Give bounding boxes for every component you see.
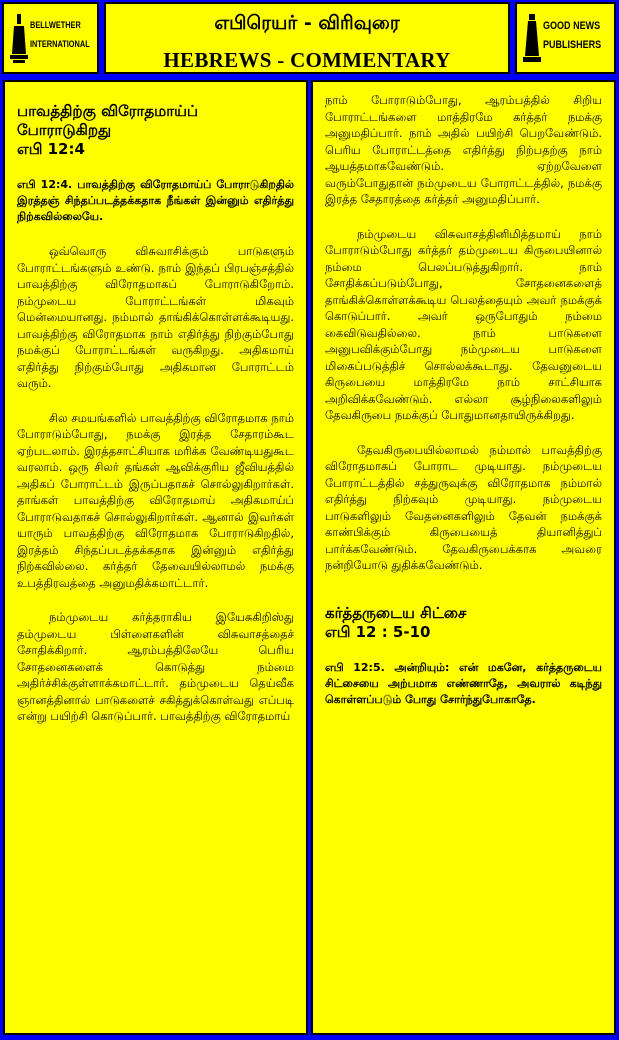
section-heading-right xyxy=(325,604,602,642)
right-column xyxy=(311,80,616,1035)
commentary-paragraph: நம்முடைய கர்த்தராகிய இயேசுகிறிஸ்து தம்முடைய பிள்ளைகளின் விசுவாசத்தைச் சோதிக்கிறார். ஆரம்பத்திலேயே பெரிய சோதனைகளைக் கொடுத்து நம்மை அதிர்ச்சிக்குள்ளாக்கமாட்டார். தம்முடைய தெய்வீக ஞானத்தினால் பாடுகளைச் சகித்துக்கொள்வது எப்படி என்று பயிற்சி கொடுப்பார். பாவத்திற்கு விரோதமாய் xyxy=(17,610,294,723)
logo-left-line2: INTERNATIONAL xyxy=(30,39,90,49)
verse-text: எபி 12:4. பாவத்திற்கு விரோதமாய்ப் போராடுகிறதில் இரத்தஞ் சிந்தப்படத்தக்கதாக நீங்கள் இன்னும் எதிர்த்து நிற்கவில்லையே. xyxy=(17,178,294,223)
bellwether-logo xyxy=(2,2,99,74)
bell-icon xyxy=(10,14,28,64)
left-column xyxy=(3,80,308,1035)
lighthouse-icon xyxy=(523,14,541,64)
heading-title: கர்த்தருடைய சிட்சை xyxy=(325,603,467,622)
logo-right-line1: GOOD NEWS xyxy=(543,20,601,32)
verse-text: எபி 12:5. அன்றியும்: என் மகனே, கர்த்தருடைய சிட்சையை அற்பமாக எண்ணாதே, அவரால் கடிந்து கொள்ளப்படும் போது சோர்ந்துபோகாதே. xyxy=(325,660,602,706)
commentary-paragraph: நாம் போராடும்போது, ஆரம்பத்தில் சிறிய போராட்டங்களை மாத்திரமே கர்த்தர் நமக்கு அனுமதிப்பார். நாம் அதில் பயிற்சி பெறவேண்டும். பெரிய போராட்டத்தை எதிர்த்து நிற்பதற்கு நாம் ஆயத்தமாகவேண்டும். ஏற்றவேளை வரும்போதுதான் நம்முடைய போராட்டத்தில், நமக்கு இரத்த சேதாரத்தை கர்த்தர் அனுமதிப்பார். xyxy=(325,93,602,206)
title-tamil: எபிரெயர் - விரிவுரை xyxy=(214,12,400,34)
logo-right-line2: PUBLISHERS xyxy=(543,39,602,51)
section-heading-left xyxy=(17,102,294,159)
logo-left-line1: BELLWETHER xyxy=(30,20,81,30)
commentary-paragraph: ஒவ்வொரு விசுவாசிக்கும் பாடுகளும் போராட்டங்களும் உண்டு. நாம் இந்தப் பிரபஞ்சத்தில் பாவத்திற்கு விரோதமாகப் போராடுகிறோம். நம்முடைய போராட்டங்கள் மிகவும் மென்மையானது. நம்மால் தாங்கிக்கொள்ளக்கூடியது. பாவத்திற்கு விரோதமாக நாம் எதிர்த்து நிற்கும்போது நமக்குப் போராட்டங்கள் வருகிறது. அதிகமாய் எதிர்த்து நிற்கும்போது அதிகமான போராட்டம் வரும். xyxy=(17,244,294,390)
heading-reference: எபி 12:4 xyxy=(17,140,85,158)
good-news-logo xyxy=(515,2,616,74)
title-english: HEBREWS - COMMENTARY xyxy=(163,48,451,72)
heading-title: பாவத்திற்கு விரோதமாய்ப் போராடுகிறது xyxy=(17,102,199,139)
heading-reference: எபி 12 : 5-10 xyxy=(325,622,431,641)
commentary-paragraph: நம்முடைய விசுவாசத்தினிமித்தமாய் நாம் போராடும்போது கர்த்தர் தம்முடைய கிருபையினால் நம்மை பெலப்படுத்துகிறார். நாம் சோதிக்கப்படும்போது, சோதனைகளைத் தாங்கிக்கொள்ளக்கூடிய பெலத்தையும் அவர் நமக்குக் கொடுப்பார். அவர் ஒருபோதும் நம்மை கைவிடுவதில்லை. நாம் பாடுகளை அனுபவிக்கும்போது நம்முடைய பாடுகளை மிகைப்படுத்திச் சொல்லக்கூடாது. தேவனுடைய கிருபையை மாத்திரமே நாம் சாட்சியாக அறிவிக்கவேண்டும். எல்லா சூழ்நிலைகளிலும் தேவகிருபை நமக்குப் போதுமானதாயிருக்கிறது. xyxy=(325,226,602,422)
title-box xyxy=(104,2,510,74)
commentary-paragraph: சில சமயங்களில் பாவத்திற்கு விரோதமாக நாம் போராடும்போது, நமக்கு இரத்த சேதாரம்கூட ஏற்படலாம். இரத்தசாட்சியாக மரிக்க வேண்டியதுகூட வரலாம். ஒரு சிலர் தங்கள் ஆவிக்குரிய ஜீவியத்தில் அதிகப் போராட்டம் இருப்பதாகச் சொல்லுகிறார்கள். தாங்கள் பாவத்திற்கு விரோதமாய் அதிகமாய்ப் போராடுவதாகச் சொல்லுகிறார்கள். ஆனால் இவர்கள் யாரும் பாவத்திற்கு விரோதமாக போராடுகிறதில், இரத்தம் சிந்தப்படத்தக்கதாக இன்னும் எதிர்த்து நிற்கவில்லை. கர்த்தர் தேவையில்லாமல் நமக்கு உபத்திரவத்தை அனுமதிக்கமாட்டார். xyxy=(17,410,294,590)
commentary-paragraph: தேவகிருபையில்லாமல் நம்மால் பாவத்திற்கு விரோதமாகப் போராட முடியாது. நம்முடைய போராட்டத்தில் சத்துருவுக்கு விரோதமாக நம்மால் எதிர்த்து நிற்கவும் முடியாது. நம்முடைய பாடுகளிலும் வேதனைகளிலும் தேவன் நமக்குக் காண்பிக்கும் கிருபையைத் தியானித்துப் பார்க்கவேண்டும். தேவகிருபைக்காக அவரை நன்றியோடு துதிக்கவேண்டும். xyxy=(325,442,602,572)
